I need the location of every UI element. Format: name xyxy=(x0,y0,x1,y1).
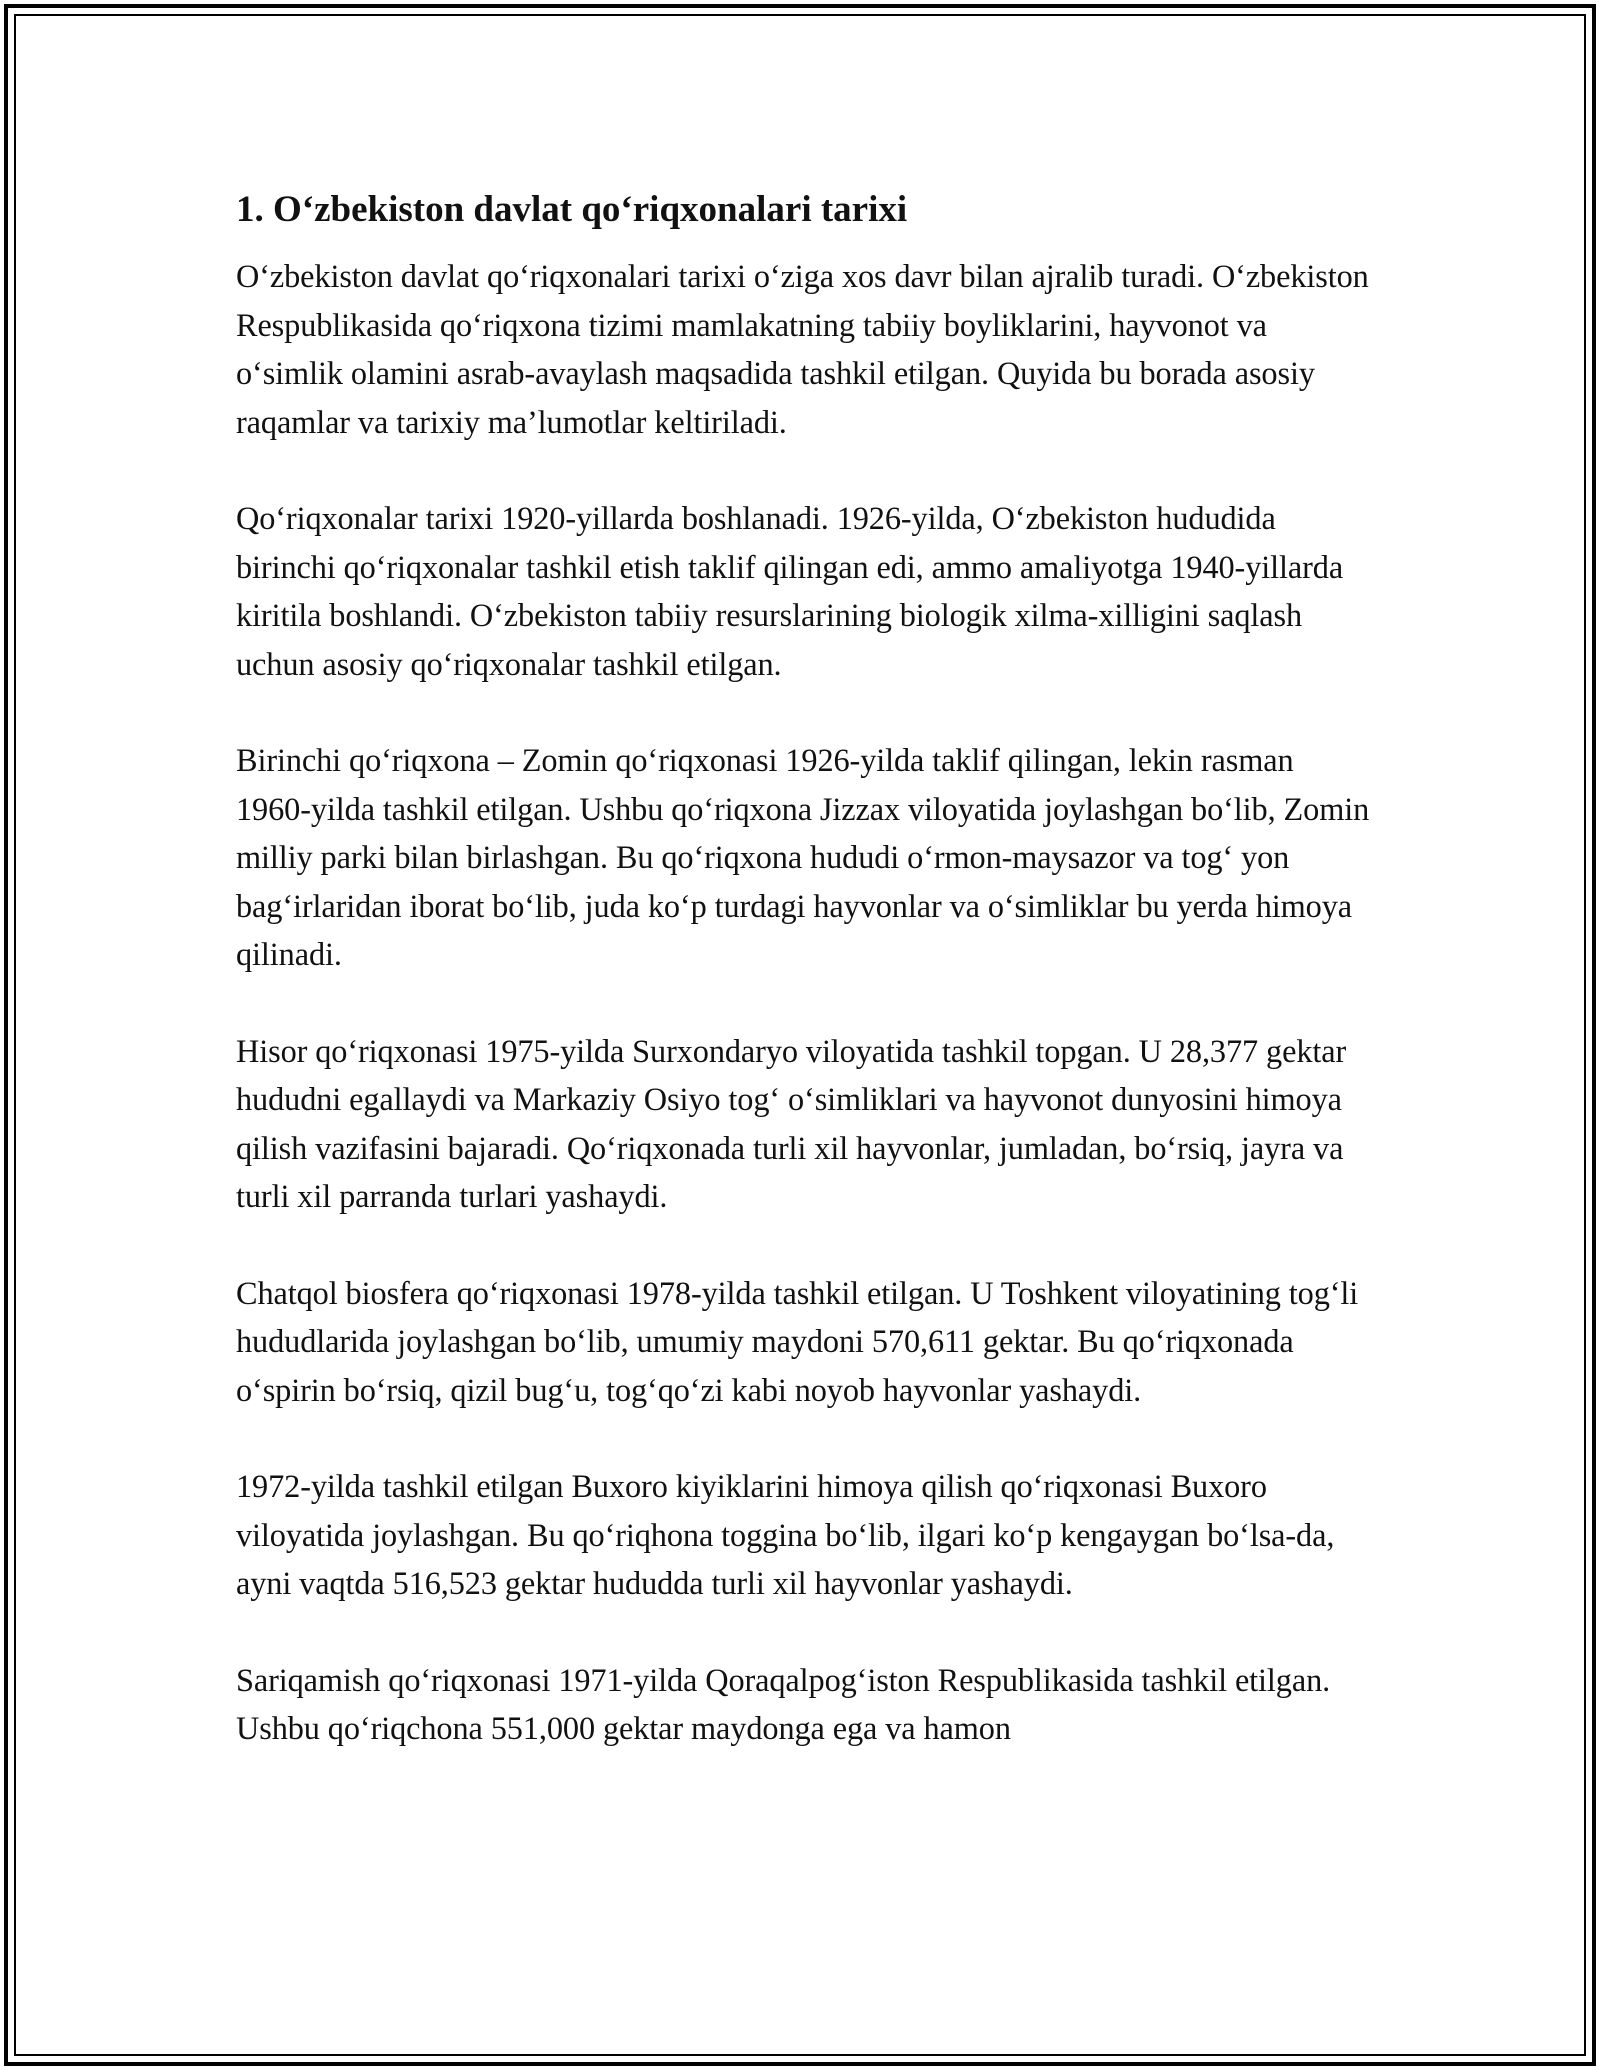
paragraph-sariqamish: Sariqamish qo‘riqxonasi 1971-yilda Qoraqalpog‘iston Respublikasida tashkil etilgan. Ushbu qo‘riqchona 551,000 gektar maydonga ega va hamon xyxy=(236,1661,1331,1746)
paragraph-chatqol: Chatqol biosfera qo‘riqxonasi 1978-yilda tashkil etilgan. U Toshkent viloyatining tog‘li hududlarida joylashgan bo‘lib, umumiy maydoni 570,611 gektar. Bu qo‘riqxonada o‘spirin bo‘rsiq, qizil bug‘u, tog‘qo‘zi kabi noyob hayvonlar yashaydi. xyxy=(236,1274,1359,1408)
paragraph-buxoro: 1972-yilda tashkil etilgan Buxoro kiyiklarini himoya qilish qo‘riqxonasi Buxoro viloyatida joylashgan. Bu qo‘riqhona toggina bo‘lib, ilgari ko‘p kengaygan bo‘lsa-da, ayni vaqtda 516,523 gektar hududda turli xil hayvonlar yashaydi. xyxy=(236,1468,1335,1601)
section-heading: 1. O‘zbekiston davlat qo‘riqxonalari tarixi xyxy=(236,189,908,230)
document-body xyxy=(236,186,1376,1801)
paragraph-hisor: Hisor qo‘riqxonasi 1975-yilda Surxondaryo viloyatida tashkil topgan. U 28,377 gektar hududni egallaydi va Markaziy Osiyo tog‘ o‘simliklari va hayvonot dunyosini himoya qilish vazifasini bajaradi. Qo‘riqxonada turli xil hayvonlar, jumladan, bo‘rsiq, jayra va turli xil parranda turlari yashaydi. xyxy=(236,1032,1347,1214)
paragraph-zomin: Birinchi qo‘riqxona – Zomin qo‘riqxonasi 1926-yilda taklif qilingan, lekin rasman 1960-yilda tashkil etilgan. Ushbu qo‘riqxona Jizzax viloyatida joylashgan bo‘lib, Zomin milliy parki bilan birlashgan. Bu qo‘riqxona hududi o‘rmon-maysazor va tog‘ yon bag‘irlaridan iborat bo‘lib, juda ko‘p turdagi hayvonlar va o‘simliklar bu yerda himoya qilinadi. xyxy=(236,742,1370,972)
paragraph-history: Qo‘riqxonalar tarixi 1920-yillarda boshlanadi. 1926-yilda, O‘zbekiston hududida birinchi qo‘riqxonalar tashkil etish taklif qilingan edi, ammo amaliyotga 1940-yillarda kiritila boshlandi. O‘zbekiston tabiiy resurslarining biologik xilma-xilligini saqlash uchun asosiy qo‘riqxonalar tashkil etilgan. xyxy=(236,500,1344,682)
paragraph-intro: O‘zbekiston davlat qo‘riqxonalari tarixi o‘ziga xos davr bilan ajralib turadi. O‘zbekiston Respublikasida qo‘riqxona tizimi mamlakatning tabiiy boyliklarini, hayvonot va o‘simlik olamini asrab-avaylash maqsadida tashkil etilgan. Quyida bu borada asosiy raqamlar va tarixiy ma’lumotlar keltiriladi. xyxy=(236,258,1369,440)
